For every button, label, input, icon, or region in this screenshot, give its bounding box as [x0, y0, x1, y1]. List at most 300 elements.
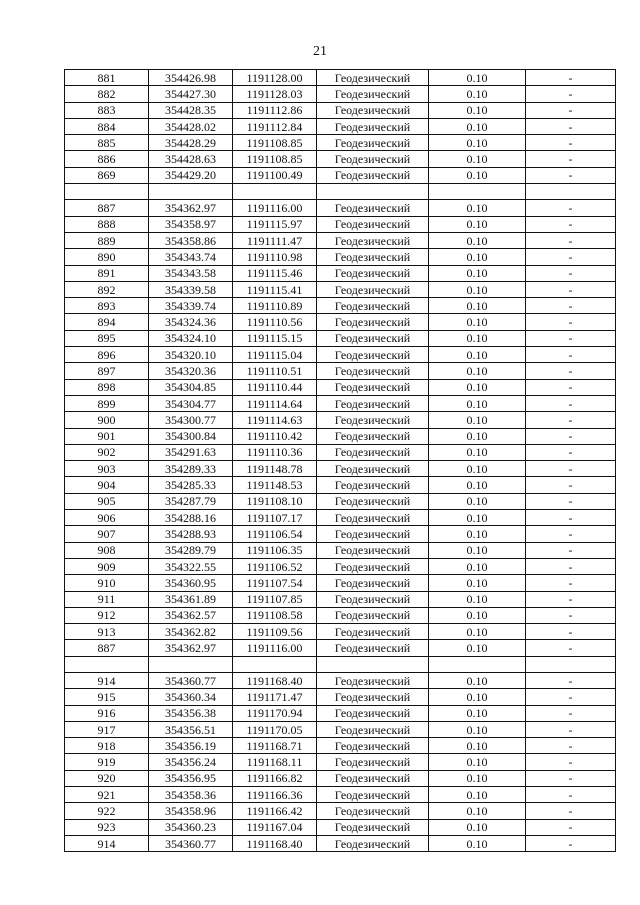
point-number-cell: 881	[65, 70, 149, 86]
accuracy-cell: 0.10	[429, 819, 526, 835]
point-number-cell: 900	[65, 412, 149, 428]
x-coordinate-cell: 354343.74	[149, 249, 233, 265]
table-row	[65, 281, 616, 297]
y-coordinate-cell: 1191108.58	[233, 607, 317, 623]
point-number-cell: 914	[65, 672, 149, 688]
point-number-cell: 911	[65, 591, 149, 607]
point-number-cell: 915	[65, 689, 149, 705]
method-cell: Геодезический	[317, 803, 429, 819]
point-number-cell: 908	[65, 542, 149, 558]
note-cell: -	[526, 705, 616, 721]
y-coordinate-cell: 1191166.82	[233, 770, 317, 786]
method-cell: Геодезический	[317, 607, 429, 623]
accuracy-cell: 0.10	[429, 721, 526, 737]
note-cell: -	[526, 477, 616, 493]
table-row	[65, 526, 616, 542]
accuracy-cell: 0.10	[429, 232, 526, 248]
x-coordinate-cell: 354322.55	[149, 558, 233, 574]
point-number-cell: 892	[65, 281, 149, 297]
x-coordinate-cell: 354289.79	[149, 542, 233, 558]
note-cell: -	[526, 819, 616, 835]
y-coordinate-cell: 1191108.85	[233, 151, 317, 167]
point-number-cell: 902	[65, 444, 149, 460]
note-cell: -	[526, 395, 616, 411]
note-cell: -	[526, 281, 616, 297]
accuracy-cell: 0.10	[429, 754, 526, 770]
table-row	[65, 395, 616, 411]
y-coordinate-cell: 1191115.97	[233, 216, 317, 232]
point-number-cell: 889	[65, 232, 149, 248]
y-coordinate-cell: 1191115.46	[233, 265, 317, 281]
accuracy-cell: 0.10	[429, 86, 526, 102]
point-number-cell: 909	[65, 558, 149, 574]
note-cell: -	[526, 672, 616, 688]
point-number-cell: 914	[65, 835, 149, 851]
table-row	[65, 444, 616, 460]
x-coordinate-cell: 354289.33	[149, 461, 233, 477]
table-row	[65, 493, 616, 509]
method-cell: Геодезический	[317, 819, 429, 835]
y-coordinate-cell: 1191112.86	[233, 102, 317, 118]
accuracy-cell: 0.10	[429, 787, 526, 803]
accuracy-cell: 0.10	[429, 395, 526, 411]
accuracy-cell: 0.10	[429, 542, 526, 558]
table-row	[65, 135, 616, 151]
accuracy-cell: 0.10	[429, 102, 526, 118]
point-number-cell: 885	[65, 135, 149, 151]
method-cell: Геодезический	[317, 787, 429, 803]
method-cell: Геодезический	[317, 754, 429, 770]
table-row	[65, 510, 616, 526]
accuracy-cell: 0.10	[429, 281, 526, 297]
accuracy-cell: 0.10	[429, 738, 526, 754]
table-row	[65, 754, 616, 770]
point-number-cell: 898	[65, 379, 149, 395]
y-coordinate-cell: 1191114.63	[233, 412, 317, 428]
x-coordinate-cell: 354356.51	[149, 721, 233, 737]
x-coordinate-cell: 354428.35	[149, 102, 233, 118]
accuracy-cell: 0.10	[429, 330, 526, 346]
accuracy-cell: 0.10	[429, 575, 526, 591]
x-coordinate-cell: 354358.86	[149, 232, 233, 248]
point-number-cell: 912	[65, 607, 149, 623]
empty-cell	[65, 656, 149, 672]
table-row	[65, 363, 616, 379]
method-cell: Геодезический	[317, 640, 429, 656]
accuracy-cell: 0.10	[429, 461, 526, 477]
note-cell: -	[526, 86, 616, 102]
accuracy-cell: 0.10	[429, 672, 526, 688]
note-cell: -	[526, 135, 616, 151]
accuracy-cell: 0.10	[429, 607, 526, 623]
note-cell: -	[526, 412, 616, 428]
point-number-cell: 893	[65, 298, 149, 314]
table-row	[65, 689, 616, 705]
note-cell: -	[526, 640, 616, 656]
x-coordinate-cell: 354358.36	[149, 787, 233, 803]
accuracy-cell: 0.10	[429, 770, 526, 786]
x-coordinate-cell: 354356.38	[149, 705, 233, 721]
note-cell: -	[526, 493, 616, 509]
method-cell: Геодезический	[317, 428, 429, 444]
method-cell: Геодезический	[317, 493, 429, 509]
point-number-cell: 903	[65, 461, 149, 477]
method-cell: Геодезический	[317, 738, 429, 754]
x-coordinate-cell: 354320.36	[149, 363, 233, 379]
x-coordinate-cell: 354428.02	[149, 118, 233, 134]
y-coordinate-cell: 1191108.10	[233, 493, 317, 509]
method-cell: Геодезический	[317, 835, 429, 851]
point-number-cell: 910	[65, 575, 149, 591]
x-coordinate-cell: 354287.79	[149, 493, 233, 509]
x-coordinate-cell: 354356.19	[149, 738, 233, 754]
note-cell: -	[526, 738, 616, 754]
point-number-cell: 888	[65, 216, 149, 232]
y-coordinate-cell: 1191168.40	[233, 672, 317, 688]
accuracy-cell: 0.10	[429, 314, 526, 330]
note-cell: -	[526, 70, 616, 86]
x-coordinate-cell: 354304.85	[149, 379, 233, 395]
note-cell: -	[526, 151, 616, 167]
point-number-cell: 904	[65, 477, 149, 493]
note-cell: -	[526, 770, 616, 786]
y-coordinate-cell: 1191106.35	[233, 542, 317, 558]
x-coordinate-cell: 354356.24	[149, 754, 233, 770]
point-number-cell: 887	[65, 640, 149, 656]
point-number-cell: 899	[65, 395, 149, 411]
empty-cell	[317, 656, 429, 672]
x-coordinate-cell: 354362.82	[149, 624, 233, 640]
method-cell: Геодезический	[317, 265, 429, 281]
method-cell: Геодезический	[317, 216, 429, 232]
accuracy-cell: 0.10	[429, 200, 526, 216]
table-row	[65, 640, 616, 656]
empty-cell	[429, 656, 526, 672]
y-coordinate-cell: 1191166.36	[233, 787, 317, 803]
point-number-cell: 882	[65, 86, 149, 102]
method-cell: Геодезический	[317, 298, 429, 314]
x-coordinate-cell: 354360.77	[149, 835, 233, 851]
table-row	[65, 575, 616, 591]
note-cell: -	[526, 118, 616, 134]
x-coordinate-cell: 354324.36	[149, 314, 233, 330]
table-row	[65, 314, 616, 330]
method-cell: Геодезический	[317, 200, 429, 216]
accuracy-cell: 0.10	[429, 835, 526, 851]
x-coordinate-cell: 354362.97	[149, 640, 233, 656]
accuracy-cell: 0.10	[429, 265, 526, 281]
method-cell: Геодезический	[317, 412, 429, 428]
table-row	[65, 86, 616, 102]
note-cell: -	[526, 216, 616, 232]
x-coordinate-cell: 354291.63	[149, 444, 233, 460]
point-number-cell: 907	[65, 526, 149, 542]
note-cell: -	[526, 330, 616, 346]
x-coordinate-cell: 354285.33	[149, 477, 233, 493]
method-cell: Геодезический	[317, 70, 429, 86]
table-row	[65, 379, 616, 395]
note-cell: -	[526, 591, 616, 607]
page-number: 21	[313, 44, 327, 59]
y-coordinate-cell: 1191112.84	[233, 118, 317, 134]
accuracy-cell: 0.10	[429, 298, 526, 314]
y-coordinate-cell: 1191168.40	[233, 835, 317, 851]
point-number-cell: 913	[65, 624, 149, 640]
method-cell: Геодезический	[317, 672, 429, 688]
y-coordinate-cell: 1191128.00	[233, 70, 317, 86]
table-row	[65, 232, 616, 248]
table-row	[65, 770, 616, 786]
method-cell: Геодезический	[317, 363, 429, 379]
note-cell: -	[526, 167, 616, 183]
point-number-cell: 895	[65, 330, 149, 346]
table-row	[65, 591, 616, 607]
table-row	[65, 347, 616, 363]
coordinates-table-body	[65, 70, 616, 852]
note-cell: -	[526, 835, 616, 851]
x-coordinate-cell: 354288.16	[149, 510, 233, 526]
point-number-cell: 906	[65, 510, 149, 526]
table-row	[65, 542, 616, 558]
accuracy-cell: 0.10	[429, 412, 526, 428]
table-row	[65, 102, 616, 118]
method-cell: Геодезический	[317, 281, 429, 297]
table-row	[65, 835, 616, 851]
accuracy-cell: 0.10	[429, 477, 526, 493]
empty-cell	[149, 656, 233, 672]
accuracy-cell: 0.10	[429, 379, 526, 395]
table-row	[65, 412, 616, 428]
point-number-cell: 920	[65, 770, 149, 786]
table-row	[65, 672, 616, 688]
x-coordinate-cell: 354320.10	[149, 347, 233, 363]
empty-cell	[317, 184, 429, 200]
note-cell: -	[526, 347, 616, 363]
y-coordinate-cell: 1191108.85	[233, 135, 317, 151]
method-cell: Геодезический	[317, 558, 429, 574]
table-row	[65, 167, 616, 183]
method-cell: Геодезический	[317, 770, 429, 786]
x-coordinate-cell: 354324.10	[149, 330, 233, 346]
note-cell: -	[526, 379, 616, 395]
method-cell: Геодезический	[317, 542, 429, 558]
accuracy-cell: 0.10	[429, 216, 526, 232]
note-cell: -	[526, 787, 616, 803]
accuracy-cell: 0.10	[429, 118, 526, 134]
note-cell: -	[526, 363, 616, 379]
y-coordinate-cell: 1191109.56	[233, 624, 317, 640]
note-cell: -	[526, 428, 616, 444]
point-number-cell: 921	[65, 787, 149, 803]
y-coordinate-cell: 1191110.98	[233, 249, 317, 265]
method-cell: Геодезический	[317, 167, 429, 183]
method-cell: Геодезический	[317, 444, 429, 460]
note-cell: -	[526, 461, 616, 477]
point-number-cell: 896	[65, 347, 149, 363]
y-coordinate-cell: 1191100.49	[233, 167, 317, 183]
note-cell: -	[526, 102, 616, 118]
table-row	[65, 216, 616, 232]
x-coordinate-cell: 354358.97	[149, 216, 233, 232]
x-coordinate-cell: 354360.77	[149, 672, 233, 688]
note-cell: -	[526, 298, 616, 314]
accuracy-cell: 0.10	[429, 526, 526, 542]
accuracy-cell: 0.10	[429, 705, 526, 721]
empty-cell	[65, 184, 149, 200]
x-coordinate-cell: 354300.84	[149, 428, 233, 444]
y-coordinate-cell: 1191115.41	[233, 281, 317, 297]
accuracy-cell: 0.10	[429, 347, 526, 363]
y-coordinate-cell: 1191116.00	[233, 200, 317, 216]
y-coordinate-cell: 1191115.04	[233, 347, 317, 363]
note-cell: -	[526, 444, 616, 460]
method-cell: Геодезический	[317, 526, 429, 542]
note-cell: -	[526, 575, 616, 591]
accuracy-cell: 0.10	[429, 167, 526, 183]
table-row	[65, 738, 616, 754]
method-cell: Геодезический	[317, 461, 429, 477]
table-row	[65, 200, 616, 216]
x-coordinate-cell: 354339.58	[149, 281, 233, 297]
table-row	[65, 298, 616, 314]
x-coordinate-cell: 354360.23	[149, 819, 233, 835]
note-cell: -	[526, 624, 616, 640]
table-row	[65, 330, 616, 346]
method-cell: Геодезический	[317, 379, 429, 395]
accuracy-cell: 0.10	[429, 135, 526, 151]
accuracy-cell: 0.10	[429, 70, 526, 86]
y-coordinate-cell: 1191110.56	[233, 314, 317, 330]
point-number-cell: 901	[65, 428, 149, 444]
accuracy-cell: 0.10	[429, 510, 526, 526]
y-coordinate-cell: 1191115.15	[233, 330, 317, 346]
x-coordinate-cell: 354300.77	[149, 412, 233, 428]
y-coordinate-cell: 1191167.04	[233, 819, 317, 835]
note-cell: -	[526, 526, 616, 542]
method-cell: Геодезический	[317, 249, 429, 265]
table-row	[65, 461, 616, 477]
method-cell: Геодезический	[317, 86, 429, 102]
point-number-cell: 918	[65, 738, 149, 754]
accuracy-cell: 0.10	[429, 151, 526, 167]
x-coordinate-cell: 354288.93	[149, 526, 233, 542]
note-cell: -	[526, 510, 616, 526]
y-coordinate-cell: 1191110.51	[233, 363, 317, 379]
y-coordinate-cell: 1191111.47	[233, 232, 317, 248]
note-cell: -	[526, 558, 616, 574]
x-coordinate-cell: 354428.63	[149, 151, 233, 167]
accuracy-cell: 0.10	[429, 803, 526, 819]
point-number-cell: 884	[65, 118, 149, 134]
y-coordinate-cell: 1191110.89	[233, 298, 317, 314]
table-row	[65, 249, 616, 265]
empty-cell	[429, 184, 526, 200]
note-cell: -	[526, 689, 616, 705]
method-cell: Геодезический	[317, 135, 429, 151]
note-cell: -	[526, 803, 616, 819]
y-coordinate-cell: 1191171.47	[233, 689, 317, 705]
table-row	[65, 607, 616, 623]
method-cell: Геодезический	[317, 232, 429, 248]
note-cell: -	[526, 607, 616, 623]
table-row	[65, 705, 616, 721]
point-number-cell: 923	[65, 819, 149, 835]
x-coordinate-cell: 354360.95	[149, 575, 233, 591]
y-coordinate-cell: 1191128.03	[233, 86, 317, 102]
method-cell: Геодезический	[317, 395, 429, 411]
y-coordinate-cell: 1191110.36	[233, 444, 317, 460]
y-coordinate-cell: 1191110.42	[233, 428, 317, 444]
table-row	[65, 151, 616, 167]
empty-cell	[526, 184, 616, 200]
x-coordinate-cell: 354358.96	[149, 803, 233, 819]
accuracy-cell: 0.10	[429, 689, 526, 705]
method-cell: Геодезический	[317, 347, 429, 363]
x-coordinate-cell: 354360.34	[149, 689, 233, 705]
method-cell: Геодезический	[317, 510, 429, 526]
method-cell: Геодезический	[317, 118, 429, 134]
y-coordinate-cell: 1191168.71	[233, 738, 317, 754]
point-number-cell: 869	[65, 167, 149, 183]
y-coordinate-cell: 1191170.94	[233, 705, 317, 721]
table-row	[65, 118, 616, 134]
y-coordinate-cell: 1191168.11	[233, 754, 317, 770]
method-cell: Геодезический	[317, 575, 429, 591]
accuracy-cell: 0.10	[429, 558, 526, 574]
note-cell: -	[526, 754, 616, 770]
note-cell: -	[526, 200, 616, 216]
coordinates-table	[64, 69, 616, 852]
method-cell: Геодезический	[317, 689, 429, 705]
point-number-cell: 890	[65, 249, 149, 265]
table-row	[65, 70, 616, 86]
point-number-cell: 891	[65, 265, 149, 281]
point-number-cell: 916	[65, 705, 149, 721]
y-coordinate-cell: 1191148.78	[233, 461, 317, 477]
y-coordinate-cell: 1191107.85	[233, 591, 317, 607]
point-number-cell: 919	[65, 754, 149, 770]
y-coordinate-cell: 1191148.53	[233, 477, 317, 493]
x-coordinate-cell: 354343.58	[149, 265, 233, 281]
empty-cell	[526, 656, 616, 672]
note-cell: -	[526, 265, 616, 281]
empty-cell	[233, 184, 317, 200]
block-separator-row	[65, 184, 616, 200]
table-row	[65, 477, 616, 493]
y-coordinate-cell: 1191107.17	[233, 510, 317, 526]
note-cell: -	[526, 314, 616, 330]
point-number-cell: 887	[65, 200, 149, 216]
x-coordinate-cell: 354361.89	[149, 591, 233, 607]
y-coordinate-cell: 1191107.54	[233, 575, 317, 591]
accuracy-cell: 0.10	[429, 493, 526, 509]
accuracy-cell: 0.10	[429, 428, 526, 444]
method-cell: Геодезический	[317, 314, 429, 330]
y-coordinate-cell: 1191166.42	[233, 803, 317, 819]
note-cell: -	[526, 721, 616, 737]
y-coordinate-cell: 1191110.44	[233, 379, 317, 395]
method-cell: Геодезический	[317, 330, 429, 346]
y-coordinate-cell: 1191170.05	[233, 721, 317, 737]
x-coordinate-cell: 354339.74	[149, 298, 233, 314]
x-coordinate-cell: 354356.95	[149, 770, 233, 786]
note-cell: -	[526, 232, 616, 248]
x-coordinate-cell: 354362.57	[149, 607, 233, 623]
accuracy-cell: 0.10	[429, 591, 526, 607]
accuracy-cell: 0.10	[429, 249, 526, 265]
x-coordinate-cell: 354426.98	[149, 70, 233, 86]
note-cell: -	[526, 249, 616, 265]
